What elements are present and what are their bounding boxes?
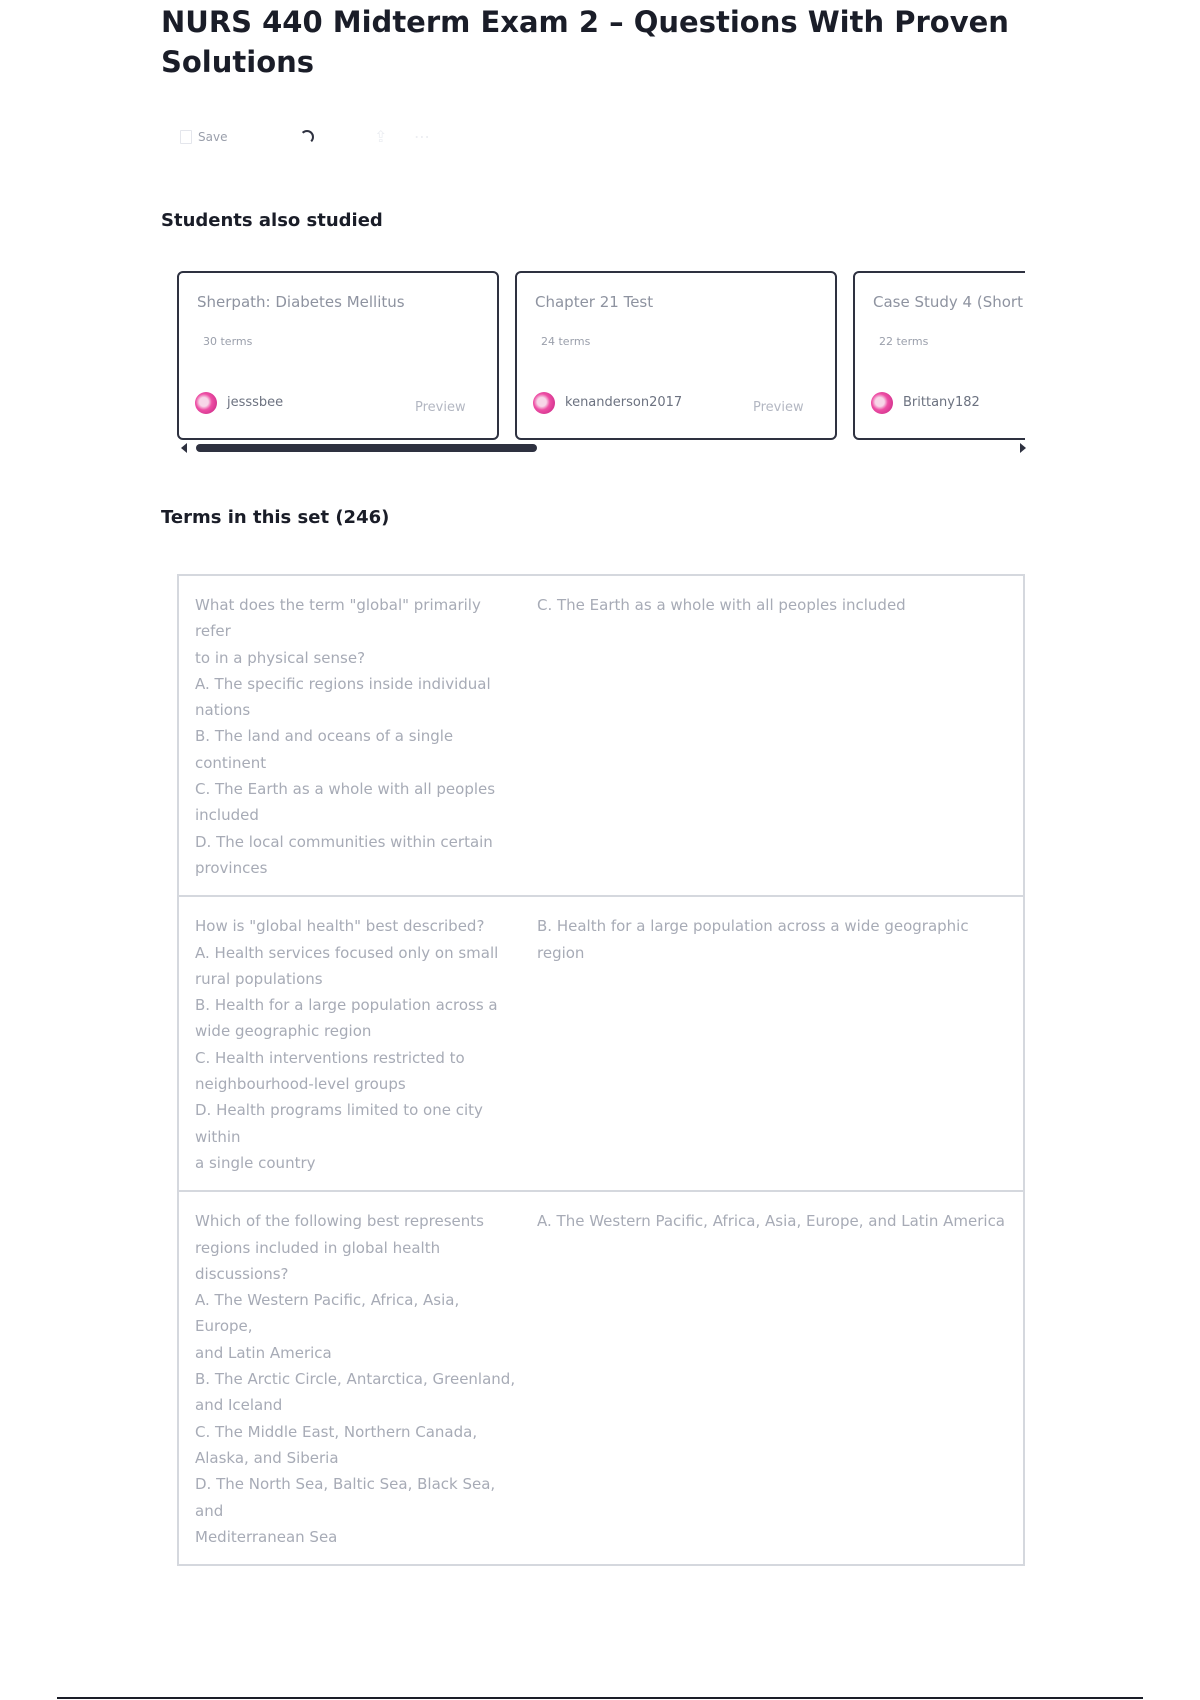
share-icon[interactable]: ⇪ [374, 127, 388, 146]
preview-button[interactable]: Preview [753, 400, 804, 415]
table-row [179, 895, 1023, 1190]
card-username[interactable]: kenanderson2017 [565, 395, 683, 410]
save-label: Save [198, 130, 228, 144]
card-title: Chapter 21 Test [535, 293, 654, 311]
card-term-count: 22 terms [879, 335, 929, 348]
toolbar [180, 122, 454, 152]
terms-table [177, 574, 1025, 1566]
scroll-right-icon[interactable] [1020, 443, 1026, 453]
terms-in-set-heading: Terms in this set (246) [161, 507, 390, 528]
card-term-count: 24 terms [541, 335, 591, 348]
scroll-left-icon[interactable] [181, 443, 187, 453]
students-also-studied-heading: Students also studied [161, 210, 383, 231]
carousel-scrollbar[interactable] [181, 443, 1026, 455]
term-answer: C. The Earth as a whole with all peoples included [537, 596, 906, 614]
avatar [871, 392, 893, 414]
term-answer: A. The Western Pacific, Africa, Asia, Europe, and Latin America [537, 1212, 1006, 1231]
card-username[interactable]: Brittany182 [903, 395, 980, 410]
term-question: Which of the following best represents regions included in global health discussions? A. The Western Pacific, Africa, Asia, Europe, and Latin America B. The Arctic Circle, Antarctica, Greenland, and Iceland C. The Middle East, Northern Canada, Alaska, and Siberia D. The North Sea, Baltic Sea, Black Sea, and Mediterranean Sea [195, 1212, 516, 1546]
card-title: Sherpath: Diabetes Mellitus [197, 293, 405, 311]
term-answer: B. Health for a large population across a wide geographic region [537, 917, 969, 962]
study-set-card[interactable] [177, 271, 499, 440]
bookmark-icon [180, 130, 192, 144]
card-username[interactable]: jesssbee [227, 395, 284, 410]
table-row [179, 576, 1023, 895]
more-icon[interactable]: ⋯ [414, 127, 430, 146]
study-set-card[interactable] [515, 271, 837, 440]
avatar [195, 392, 217, 414]
study-set-card[interactable] [853, 271, 1025, 440]
scrollbar-thumb[interactable] [196, 444, 537, 452]
study-set-carousel [177, 271, 1025, 443]
save-button[interactable] [180, 130, 300, 144]
card-term-count: 30 terms [203, 335, 253, 348]
preview-button[interactable]: Preview [415, 400, 466, 415]
table-row [179, 1190, 1023, 1564]
term-question: How is "global health" best described? A. Health services focused only on small rural populations B. Health for a large population across a wide geographic region C. Health interventions restricted to neighbourhood-level groups D. Health programs limited to one city within a single country [195, 917, 499, 1172]
page-title: NURS 440 Midterm Exam 2 – Questions With Proven Solutions [161, 5, 1009, 79]
term-question: What does the term "global" primarily refer to in a physical sense? A. The specific regions inside individual nations B. The land and oceans of a single continent C. The Earth as a whole with all peoples included D. The local communities within certain provinces [195, 596, 496, 877]
footer-divider [57, 1697, 1143, 1699]
avatar [533, 392, 555, 414]
card-title: Case Study 4 (Short [873, 293, 1023, 311]
loading-spinner-icon [300, 130, 314, 144]
